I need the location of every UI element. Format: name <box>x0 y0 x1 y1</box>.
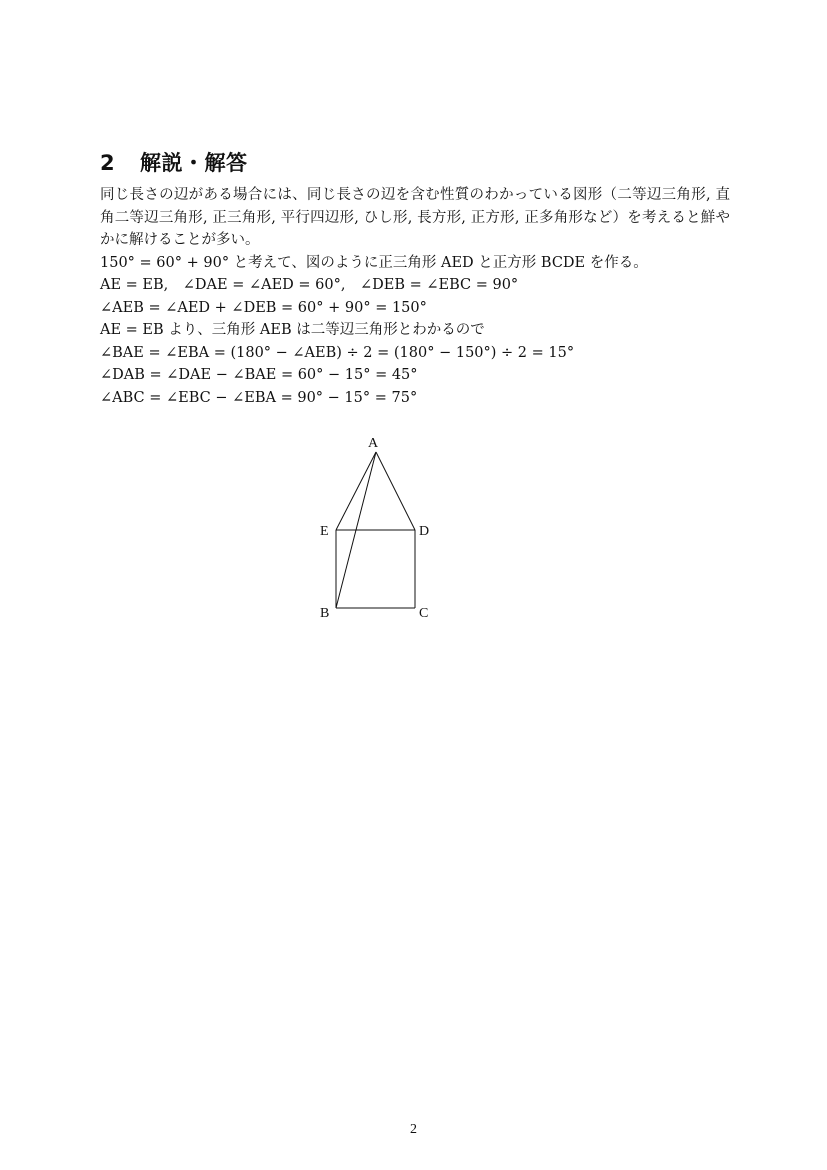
solution-line-3: ∠AEB = ∠AED + ∠DEB = 60° + 90° = 150° <box>100 299 427 316</box>
vertex-label-C: C <box>419 606 429 620</box>
segment-AE <box>336 452 376 530</box>
intro-paragraph: 同じ長さの辺がある場合には、同じ長さの辺を含む性質のわかっている図形（二等辺三角形, 直角二等辺三角形, 正三角形, 平行四辺形, ひし形, 長方形, 正方形, 正多角形など）を考えると鮮やかに解けることが多い。 <box>100 187 730 248</box>
geometry-figure <box>310 430 450 620</box>
solution-body <box>100 184 730 409</box>
solution-line-7: ∠ABC = ∠EBC − ∠EBA = 90° − 15° = 75° <box>100 389 418 406</box>
page-number: 2 <box>410 1122 417 1137</box>
solution-line-6: ∠DAB = ∠DAE − ∠BAE = 60° − 15° = 45° <box>100 367 418 383</box>
figure-svg <box>310 430 450 620</box>
vertex-label-D: D <box>419 524 430 539</box>
solution-line-5: ∠BAE = ∠EBA = (180° − ∠AEB) ÷ 2 = (180° − 150°) ÷ 2 = 15° <box>100 344 575 361</box>
solution-line-1: 150° = 60° + 90° と考えて、図のように正三角形 AED と正方形 BCDE を作る。 <box>100 254 648 271</box>
section-heading <box>100 147 248 177</box>
section-title: 解説・解答 <box>140 151 248 175</box>
vertex-label-E: E <box>320 524 329 539</box>
segment-AD <box>376 452 415 530</box>
vertex-label-B: B <box>320 606 330 620</box>
solution-line-2: AE = EB, ∠DAE = ∠AED = 60°, ∠DEB = ∠EBC = 90° <box>100 277 519 293</box>
section-number: 2 <box>100 151 116 175</box>
solution-line-4: AE = EB より、三角形 AEB は二等辺三角形とわかるので <box>100 322 485 338</box>
vertex-label-A: A <box>368 436 379 451</box>
